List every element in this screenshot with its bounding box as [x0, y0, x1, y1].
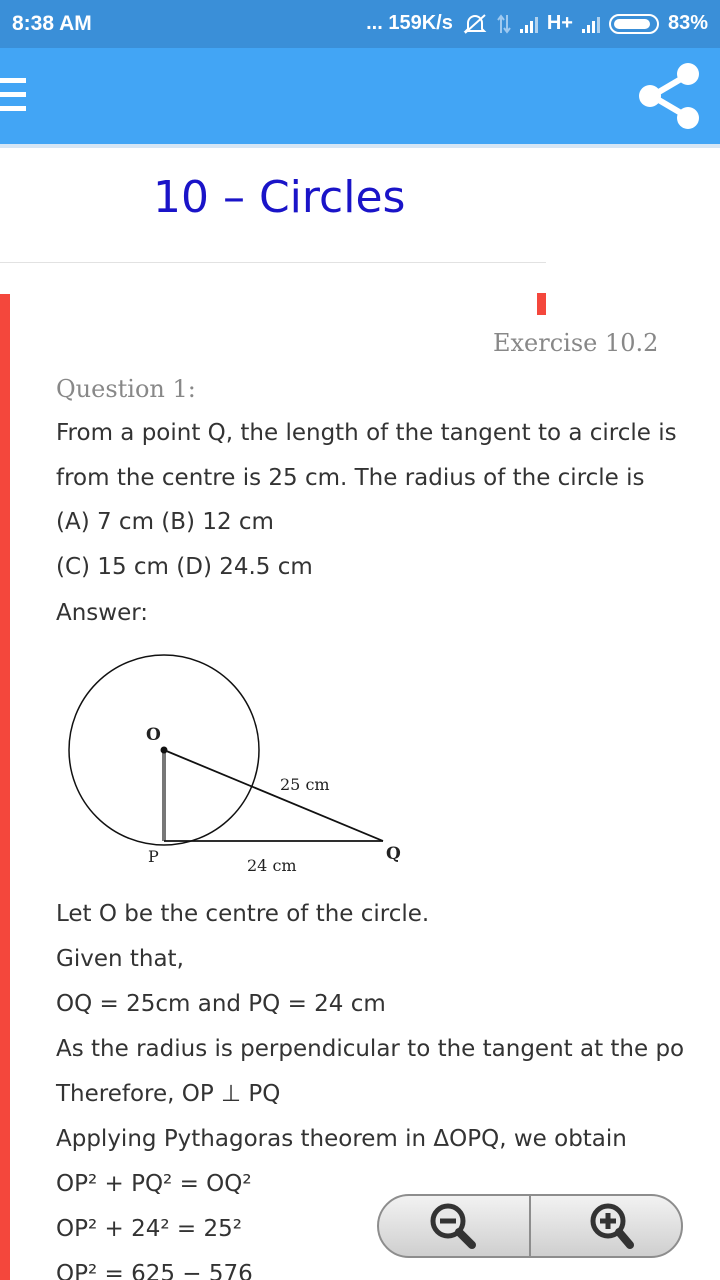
answer-line: Therefore, OP ⊥ PQ: [56, 1081, 281, 1107]
status-bar: [0, 0, 720, 48]
answer-line: OP² + PQ² = OQ²: [56, 1171, 252, 1197]
answer-line: OP² = 625 − 576: [56, 1261, 253, 1280]
answer-label: Answer:: [56, 600, 149, 626]
question-label: Question 1:: [56, 375, 196, 403]
segment-oq: [164, 750, 383, 841]
zoom-control: [377, 1194, 683, 1258]
status-time: 8:38 AM: [12, 12, 92, 35]
label-pq-length: 24 cm: [247, 856, 297, 875]
zoom-out-icon: [426, 1199, 482, 1253]
status-indicators: [366, 12, 708, 35]
answer-line: As the radius is perpendicular to the tangent at the po: [56, 1036, 685, 1062]
network-speed: ... 159K/s: [366, 12, 453, 34]
question-line: From a point Q, the length of the tangent to a circle is: [56, 420, 677, 446]
app-bar-shadow: [0, 144, 720, 148]
question-option-line: (C) 15 cm (D) 24.5 cm: [56, 554, 313, 580]
question-option-line: (A) 7 cm (B) 12 cm: [56, 509, 274, 535]
hamburger-menu-icon[interactable]: [0, 78, 26, 114]
mute-icon: [462, 13, 488, 35]
zoom-out-button[interactable]: [379, 1196, 529, 1256]
app-bar: [0, 48, 720, 144]
label-oq-length: 25 cm: [280, 775, 330, 794]
signal-icon: [520, 15, 538, 33]
zoom-in-button[interactable]: [531, 1196, 681, 1256]
section-marker: [537, 293, 546, 315]
network-type: H+: [546, 12, 573, 34]
share-icon[interactable]: [634, 60, 706, 132]
exercise-label: Exercise 10.2: [493, 329, 659, 357]
battery-icon: [609, 14, 659, 34]
zoom-in-icon: [578, 1199, 634, 1253]
answer-line: Let O be the centre of the circle.: [56, 901, 430, 927]
title-divider: [0, 262, 546, 263]
answer-line: OP² + 24² = 25²: [56, 1216, 242, 1242]
label-o: O: [146, 725, 161, 745]
label-q: Q: [386, 844, 401, 864]
data-transfer-icon: [497, 13, 511, 35]
left-accent-bar: [0, 294, 10, 1280]
page-title: 10 – Circles: [153, 172, 406, 223]
question-line: from the centre is 25 cm. The radius of the circle is: [56, 465, 645, 491]
answer-line: OQ = 25cm and PQ = 24 cm: [56, 991, 386, 1017]
label-p: P: [148, 847, 159, 866]
signal-icon-2: [582, 15, 600, 33]
center-point: [161, 747, 168, 754]
battery-level: 83%: [667, 12, 708, 34]
tangent-circle-diagram: [60, 645, 420, 885]
answer-line: Given that,: [56, 946, 184, 972]
answer-line: Applying Pythagoras theorem in ΔOPQ, we obtain: [56, 1126, 627, 1152]
